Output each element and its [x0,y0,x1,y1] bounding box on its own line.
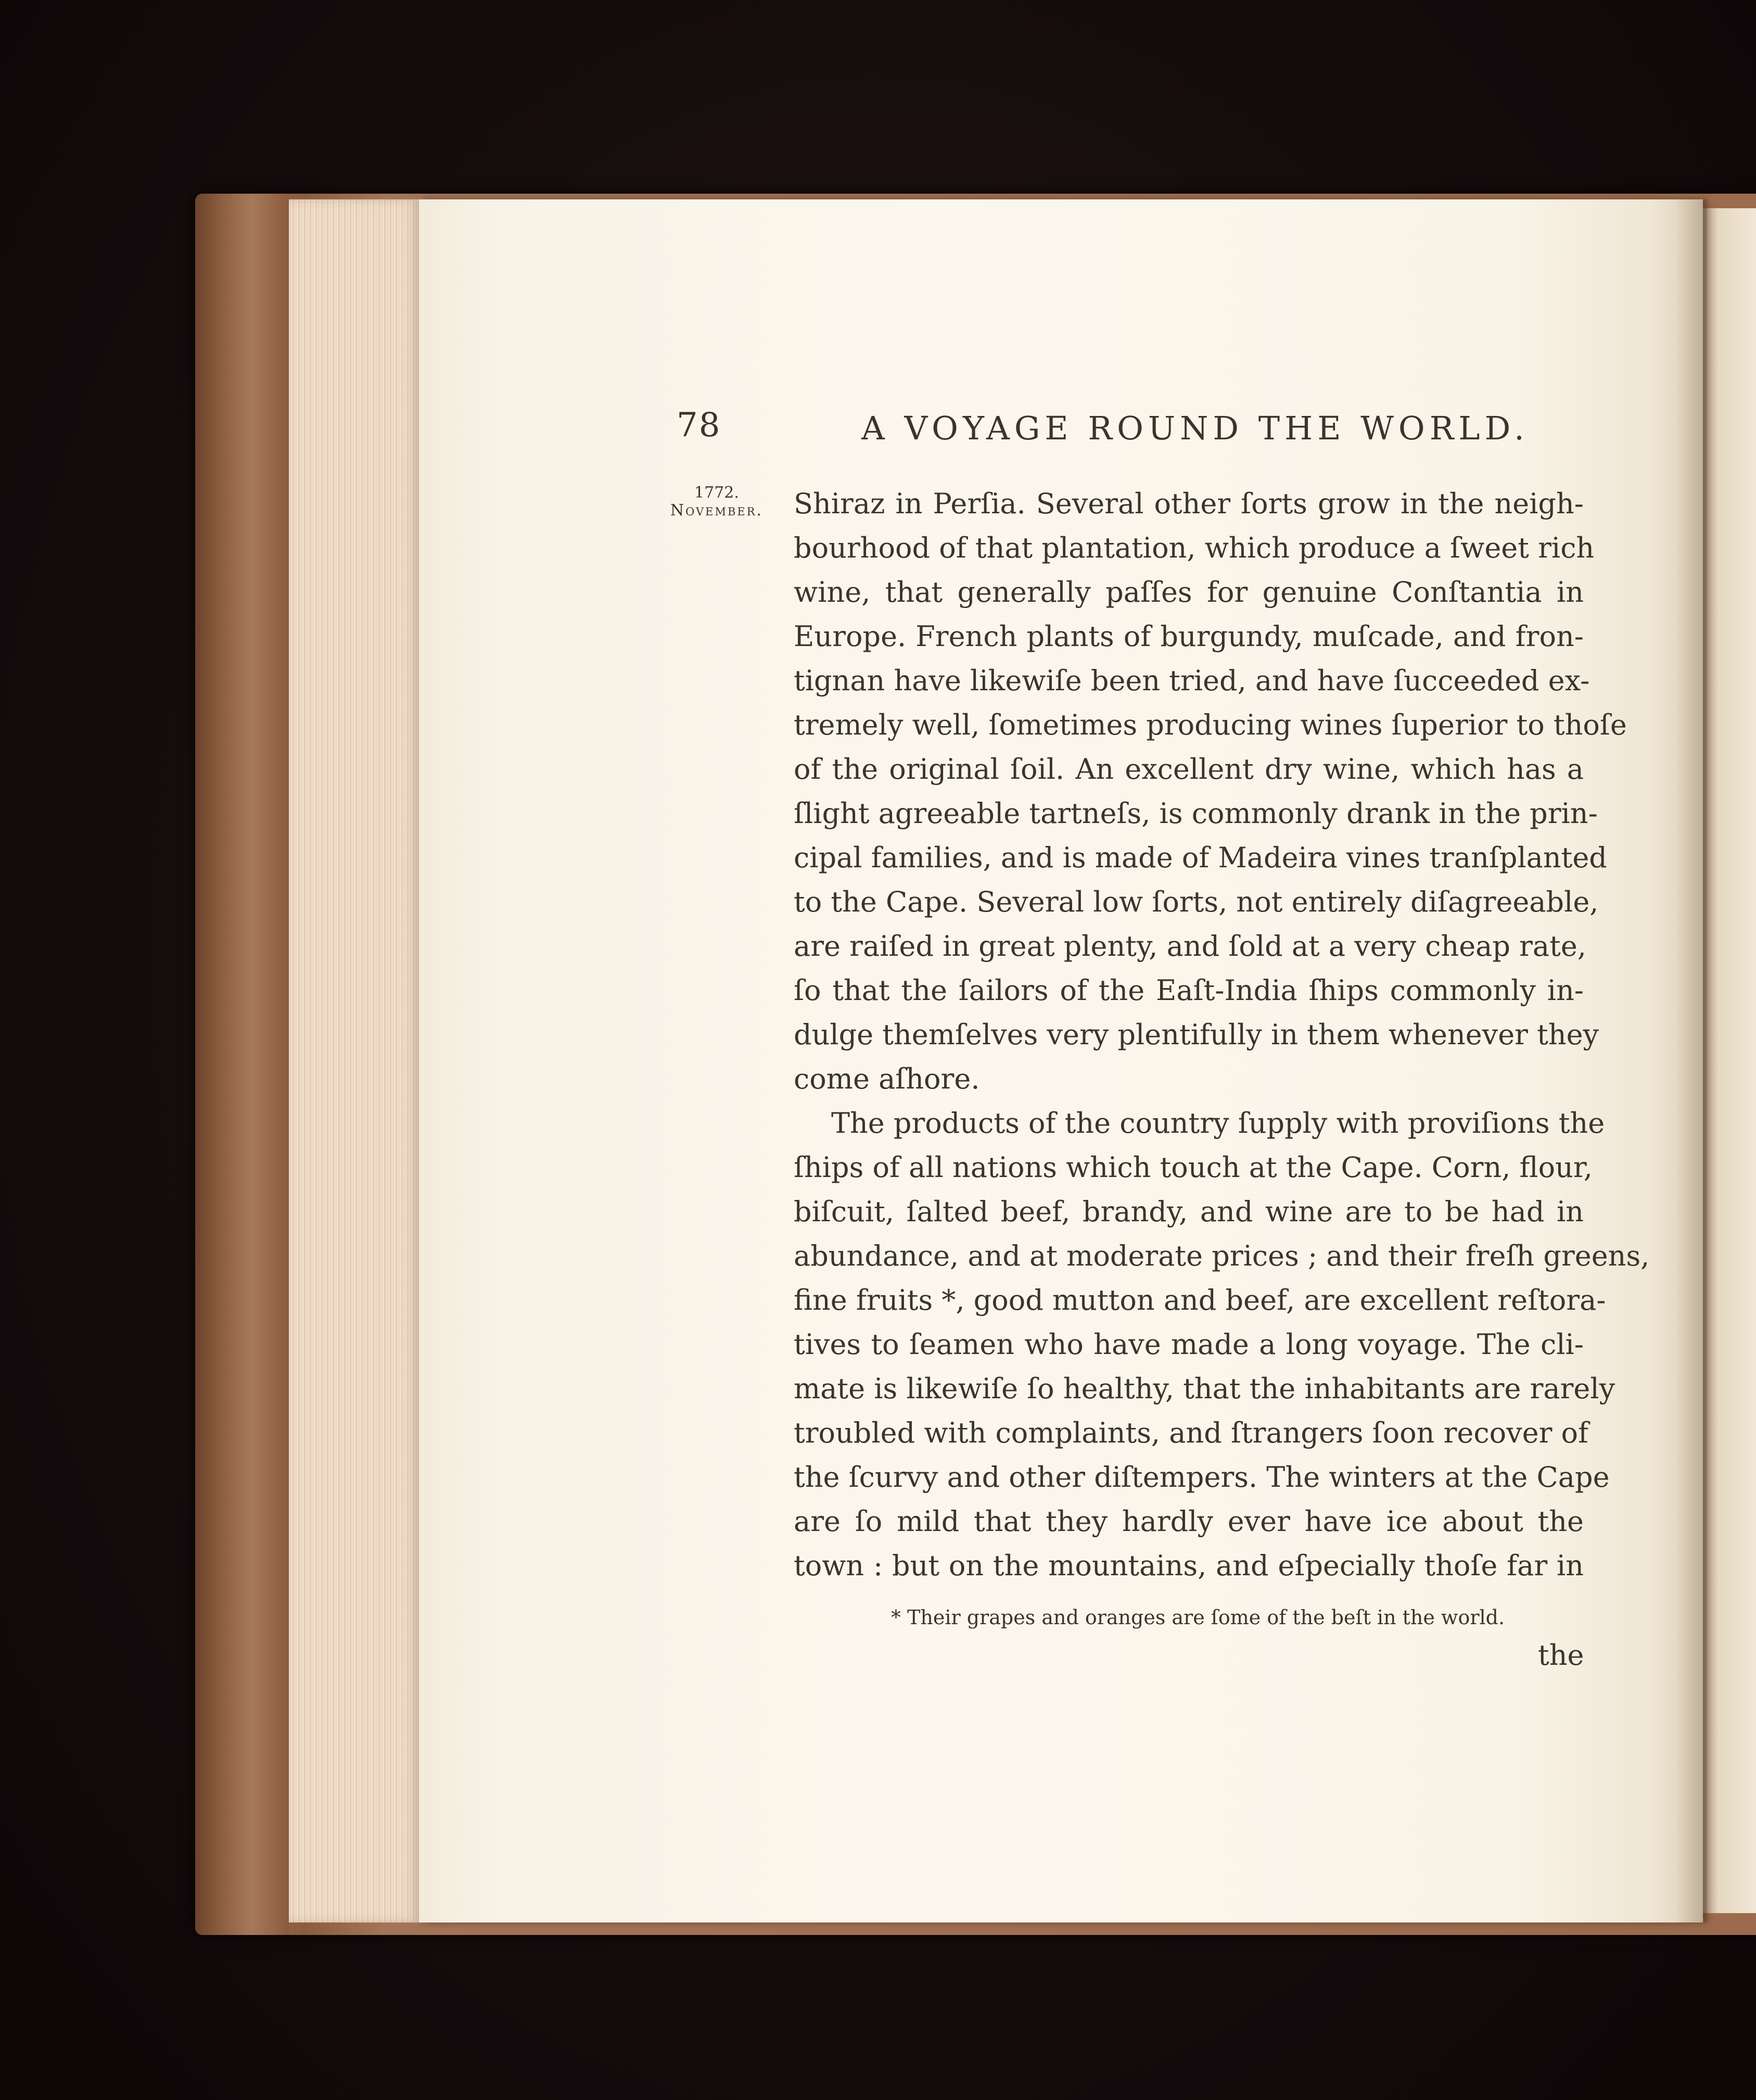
body-text [794,482,1650,1588]
text-line: tives to ſeamen who have made a long voyage. The cli- [794,1328,1584,1361]
text-line: Shiraz in Perſia. Several other ſorts grow in the neigh- [794,487,1584,520]
text-line: to the Cape. Several low ſorts, not entirely diſagreeable, [794,885,1599,918]
text-line: The products of the country ſupply with proviſions the [831,1107,1605,1140]
gutter-shadow [1676,199,1707,1922]
page-edges [289,199,419,1922]
text-line: ſhips of all nations which touch at the Cape. Corn, flour, [794,1151,1593,1184]
margin-note [667,484,766,520]
text-line: tremely well, ſometimes producing wines ſuperior to thoſe [794,709,1627,741]
text-line: fine fruits *, good mutton and beef, are excellent reſtora- [794,1284,1606,1317]
text-line: dulge themſelves very plentifully in them whenever they [794,1018,1599,1051]
text-line: Europe. French plants of burgundy, muſcade, and fron- [794,620,1584,653]
page-number: 78 [677,406,721,445]
text-line: of the original ſoil. An excellent dry wine, which has a [794,753,1584,786]
text-line: ſlight agreeable tartneſs, is commonly drank in the prin- [794,797,1598,830]
text-line: bourhood of that plantation, which produce a ſweet rich [794,532,1595,564]
text-line: abundance, and at moderate prices ; and their freſh greens, [794,1239,1650,1272]
cover-edge [195,194,289,1935]
text-line: cipal families, and is made of Madeira vines tranſplanted [794,841,1607,874]
text-line: biſcuit, ſalted beef, brandy, and wine are to be had in [794,1195,1584,1228]
text-line: mate is likewiſe ſo healthy, that the inhabitants are rarely [794,1372,1615,1405]
margin-note-year: 1772. [694,484,739,502]
facing-page-edge [1703,208,1756,1913]
text-line: town : but on the mountains, and eſpecially thoſe far in [794,1549,1584,1582]
text-line: come aſhore. [794,1062,980,1095]
text-line: the ſcurvy and other diſtempers. The winters at the Cape [794,1461,1610,1494]
catchword: the [1538,1639,1584,1672]
margin-note-month: November. [670,501,764,520]
text-line: tignan have likewiſe been tried, and have ſucceeded ex- [794,664,1590,697]
footnote: * Their grapes and oranges are ſome of the beſt in the world. [891,1606,1505,1629]
text-line: troubled with complaints, and ſtrangers ſoon recover of [794,1416,1589,1449]
text-line: are raiſed in great plenty, and ſold at a very cheap rate, [794,930,1586,963]
text-line: ſo that the ſailors of the Eaſt-India ſhips commonly in- [794,974,1584,1007]
text-line: wine, that generally paſſes for genuine Conſtantia in [794,576,1584,609]
text-line: are ſo mild that they hardly ever have ice about the [794,1505,1584,1538]
running-head: A VOYAGE ROUND THE WORLD. [861,409,1529,447]
